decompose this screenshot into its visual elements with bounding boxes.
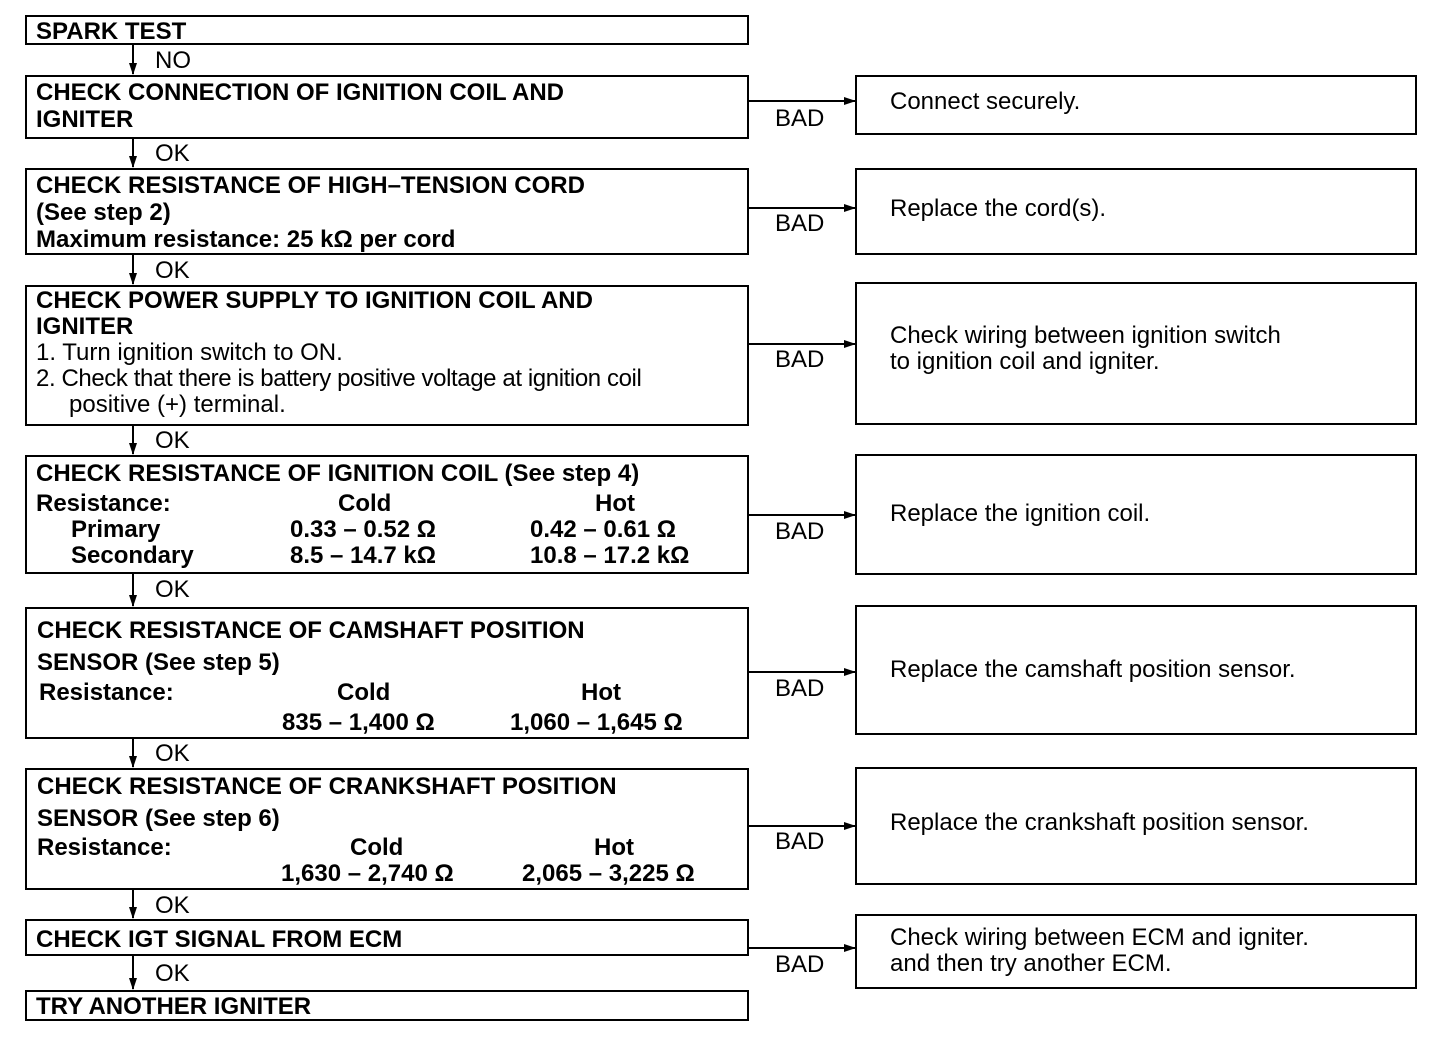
label-ok-2: OK [155, 257, 190, 284]
remedy-check-wiring-ecm [855, 914, 1417, 989]
remedy-igt-line1: Check wiring between ECM and igniter. [890, 923, 1309, 951]
label-ok-3: OK [155, 427, 190, 454]
step-crank-cold-header: Cold [350, 834, 404, 861]
step-igniter-label: TRY ANOTHER IGNITER [36, 993, 312, 1020]
remedy-crank-text: Replace the crankshaft position sensor. [890, 809, 1309, 836]
remedy-cam-text: Replace the camshaft position sensor. [890, 656, 1296, 683]
step-check-camshaft [25, 607, 749, 739]
step-spark-test-label: SPARK TEST [36, 18, 187, 45]
step-coil-primary-hot: 0.42 – 0.61 Ω [530, 516, 677, 543]
label-bad-4: BAD [775, 518, 825, 545]
step-coil-primary-label: Primary [71, 516, 161, 543]
label-ok-6: OK [155, 892, 190, 919]
remedy-connect-securely [855, 75, 1417, 135]
label-bad-5: BAD [775, 675, 825, 702]
remedy-replace-camshaft-sensor [855, 605, 1417, 735]
step-crank-title-2: SENSOR (See step 6) [37, 805, 280, 832]
step-coil-hot-header: Hot [595, 490, 635, 517]
step-cord-ref: (See step 2) [36, 199, 171, 226]
remedy-coil-text: Replace the ignition coil. [890, 500, 1151, 527]
step-check-connection [25, 75, 749, 139]
remedy-replace-crankshaft-sensor [855, 767, 1417, 885]
step-try-another-igniter [25, 990, 749, 1021]
step-check-igt-signal [25, 919, 749, 956]
step-coil-title: CHECK RESISTANCE OF IGNITION COIL (See step 4) [36, 460, 640, 487]
remedy-replace-cord [855, 168, 1417, 255]
step-cam-title: CHECK RESISTANCE OF CAMSHAFT POSITION [37, 617, 585, 644]
label-bad-7: BAD [775, 951, 825, 978]
step-cam-hot-value: 1,060 – 1,645 Ω [510, 709, 683, 736]
step-check-cord [25, 168, 749, 255]
step-crank-cold-value: 1,630 – 2,740 Ω [281, 860, 454, 887]
step-power-item-1: 1. Turn ignition switch to ON. [36, 339, 343, 366]
step-cam-cold-value: 835 – 1,400 Ω [282, 709, 435, 736]
label-bad-3: BAD [775, 346, 825, 373]
step-coil-cold-header: Cold [338, 490, 392, 517]
step-cam-cold-header: Cold [337, 679, 391, 706]
step-coil-secondary-label: Secondary [71, 542, 194, 569]
remedy-cord-text: Replace the cord(s). [890, 194, 1107, 222]
step-coil-primary-cold: 0.33 – 0.52 Ω [290, 516, 437, 543]
step-igt-label: CHECK IGT SIGNAL FROM ECM [36, 926, 403, 953]
remedy-power-line2: to ignition coil and igniter. [890, 347, 1160, 375]
step-check-coil [25, 455, 749, 574]
step-connection-line2: IGNITER [36, 106, 134, 133]
step-cam-hot-header: Hot [581, 679, 621, 706]
step-power-item-2: 2. Check that there is battery positive voltage at ignition coil [36, 365, 642, 392]
step-cord-title: CHECK RESISTANCE OF HIGH–TENSION CORD [36, 172, 585, 199]
remedy-power-line1: Check wiring between ignition switch [890, 321, 1281, 349]
step-connection-line1: CHECK CONNECTION OF IGNITION COIL AND [36, 79, 564, 106]
step-check-power [25, 285, 749, 426]
step-check-crankshaft [25, 768, 749, 890]
step-cam-title-2: SENSOR (See step 5) [37, 649, 280, 676]
remedy-check-wiring-ignition [855, 282, 1417, 425]
label-bad-2: BAD [775, 210, 825, 237]
label-ok-4: OK [155, 576, 190, 603]
step-crank-hot-value: 2,065 – 3,225 Ω [522, 860, 695, 887]
step-power-title-2: IGNITER [36, 313, 134, 340]
step-cord-spec: Maximum resistance: 25 kΩ per cord [36, 226, 456, 253]
step-coil-secondary-hot: 10.8 – 17.2 kΩ [530, 542, 690, 569]
step-spark-test [25, 15, 749, 45]
label-bad-6: BAD [775, 828, 825, 855]
step-power-item-2b: positive (+) terminal. [69, 391, 286, 418]
remedy-connection-text: Connect securely. [890, 88, 1081, 115]
step-power-title-1: CHECK POWER SUPPLY TO IGNITION COIL AND [36, 287, 593, 314]
remedy-replace-ignition-coil [855, 454, 1417, 575]
label-ok-5: OK [155, 740, 190, 767]
remedy-igt-line2: and then try another ECM. [890, 949, 1172, 977]
step-crank-title: CHECK RESISTANCE OF CRANKSHAFT POSITION [37, 773, 617, 800]
label-ok-1: OK [155, 140, 190, 167]
label-bad-1: BAD [775, 105, 825, 132]
label-ok-7: OK [155, 960, 190, 987]
step-crank-resistance-label: Resistance: [37, 834, 172, 861]
label-no: NO [155, 47, 191, 74]
step-coil-resistance-label: Resistance: [36, 490, 171, 517]
step-crank-hot-header: Hot [594, 834, 634, 861]
step-coil-secondary-cold: 8.5 – 14.7 kΩ [290, 542, 437, 569]
step-cam-resistance-label: Resistance: [39, 679, 174, 706]
